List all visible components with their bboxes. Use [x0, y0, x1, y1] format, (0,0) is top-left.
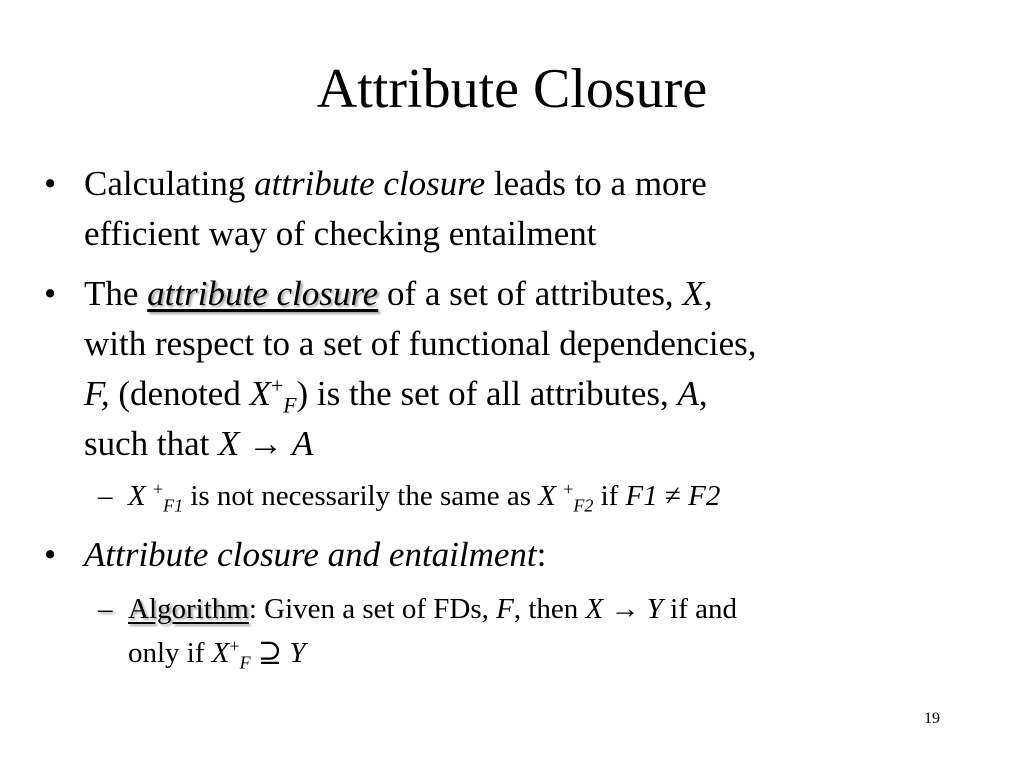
var-f2: F2: [688, 480, 721, 512]
var-f2: F2: [573, 495, 594, 516]
superscript-plus: +: [270, 374, 284, 399]
var-x: X: [538, 480, 564, 512]
subscript-f: [283, 394, 296, 418]
text: if and: [662, 593, 737, 625]
superset-symbol: ⊇: [250, 637, 290, 669]
bullet-line: with respect to a set of functional dependencies,: [84, 324, 757, 363]
superscript-plus: +: [563, 479, 574, 500]
var-f: F: [496, 593, 514, 625]
term-attribute-closure-highlighted: attribute closure: [147, 274, 379, 313]
text: , then: [513, 593, 586, 625]
subbullet-line: [128, 587, 1024, 631]
subbullet-algorithm: [98, 587, 1024, 675]
dash-marker: –: [98, 593, 113, 625]
not-equal-symbol: ≠: [657, 480, 689, 512]
var-f: F: [283, 393, 297, 418]
var-y: Y: [289, 637, 306, 669]
text: ,: [698, 374, 708, 413]
superscript-plus: +: [152, 479, 164, 500]
text: such that: [84, 424, 219, 463]
heading-closure-entailment: Attribute closure and entailment: [84, 535, 537, 574]
text: ) is the set of all attributes,: [296, 374, 678, 413]
bullet-marker: •: [44, 535, 57, 574]
text: is not necessarily the same as: [183, 480, 539, 512]
page-number: 19: [924, 710, 940, 727]
text: Calculating: [84, 164, 255, 203]
subscript-f2: [573, 495, 593, 515]
text: if: [593, 480, 626, 512]
var-x: X: [249, 374, 271, 413]
slide-title: Attribute Closure: [316, 58, 708, 120]
arrow-symbol: →: [239, 424, 293, 463]
text: (denoted: [109, 374, 250, 413]
bullet-line: [84, 159, 984, 209]
subbullet-line: [128, 474, 1024, 518]
bullet-closure-entailment: [44, 530, 984, 580]
var-x: X: [128, 480, 153, 512]
bullet-definition: [44, 269, 984, 469]
text: : Given a set of FDs,: [248, 593, 497, 625]
var-y: Y: [646, 593, 663, 625]
var-f1: F1: [625, 480, 658, 512]
bullet-line: [84, 269, 984, 319]
var-x: X,: [682, 274, 713, 313]
var-x: X: [211, 637, 230, 669]
bullet-line: efficient way of checking entailment: [84, 214, 597, 253]
text: :: [536, 535, 547, 574]
bullet-calculating: [44, 159, 984, 259]
subscript-f1: [163, 495, 183, 515]
var-f: F: [239, 652, 251, 673]
text: only if: [128, 637, 212, 669]
bullet-marker: •: [44, 274, 57, 313]
bullet-marker: •: [44, 164, 57, 203]
var-f: F,: [84, 374, 110, 413]
text: of a set of attributes,: [378, 274, 683, 313]
bullet-line: [84, 530, 984, 580]
bullet-line: [84, 369, 984, 419]
subbullet-closure-not-same: [98, 474, 1024, 518]
var-a: A: [677, 374, 699, 413]
subbullet-line: [128, 631, 1024, 675]
bullet-line: [84, 419, 984, 469]
var-f1: F1: [163, 495, 184, 516]
arrow-symbol: →: [603, 593, 647, 625]
var-a: A: [292, 424, 314, 463]
superscript-plus: +: [229, 636, 240, 657]
var-x: X: [585, 593, 604, 625]
var-x: X: [218, 424, 240, 463]
text: leads to a more: [485, 164, 707, 203]
term-algorithm-highlighted: Algorithm: [128, 593, 249, 625]
subscript-f: [240, 652, 251, 672]
text: The: [84, 274, 148, 313]
term-attribute-closure: attribute closure: [254, 164, 486, 203]
dash-marker: –: [98, 480, 113, 512]
